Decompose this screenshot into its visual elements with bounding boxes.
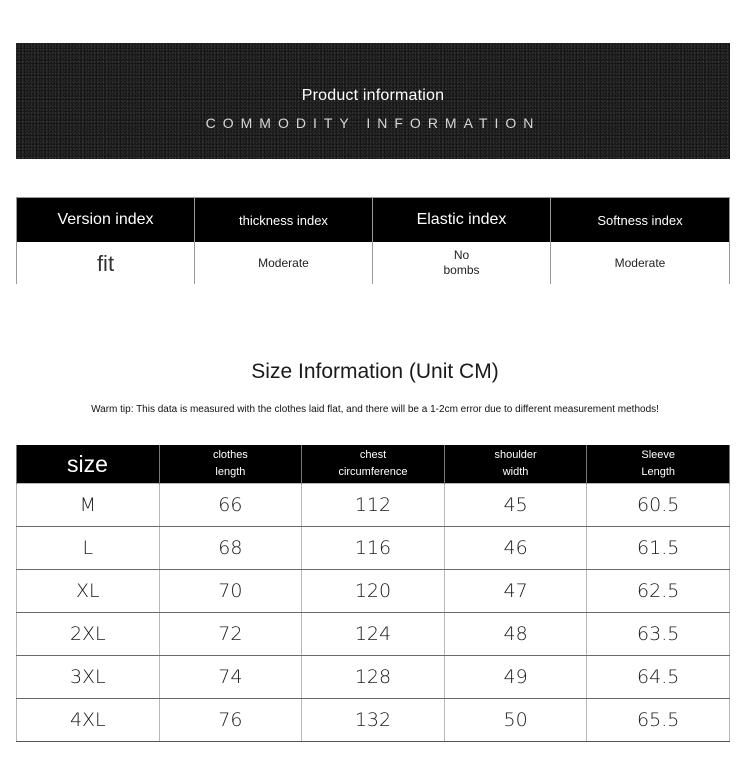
cell-clothes-length: 66 bbox=[159, 484, 302, 527]
cell-size: L bbox=[17, 527, 160, 570]
cell-shoulder: 46 bbox=[444, 527, 587, 570]
banner-title: Product information bbox=[301, 87, 445, 104]
cell-sleeve: 65.5 bbox=[587, 699, 730, 742]
table-row bbox=[17, 613, 730, 656]
cell-chest: 116 bbox=[302, 527, 445, 570]
size-header-sleeve: Sleeve Length bbox=[587, 445, 730, 484]
cell-sleeve: 60.5 bbox=[587, 484, 730, 527]
cell-size: 4XL bbox=[17, 699, 160, 742]
cell-shoulder: 49 bbox=[444, 656, 587, 699]
index-value-version: fit bbox=[17, 242, 195, 284]
index-header-softness: Softness index bbox=[551, 198, 729, 242]
cell-shoulder: 47 bbox=[444, 570, 587, 613]
cell-clothes-length: 76 bbox=[159, 699, 302, 742]
cell-clothes-length: 70 bbox=[159, 570, 302, 613]
size-table-header-row bbox=[17, 445, 730, 484]
cell-clothes-length: 68 bbox=[159, 527, 302, 570]
table-row bbox=[17, 699, 730, 742]
table-row bbox=[17, 570, 730, 613]
cell-shoulder: 50 bbox=[444, 699, 587, 742]
size-header-shoulder: shoulder width bbox=[444, 445, 587, 484]
index-value-elastic: No bombs bbox=[373, 242, 551, 284]
cell-size: M bbox=[17, 484, 160, 527]
cell-shoulder: 48 bbox=[444, 613, 587, 656]
cell-chest: 132 bbox=[302, 699, 445, 742]
table-row bbox=[17, 484, 730, 527]
banner-subtitle: COMMODITY INFORMATION bbox=[205, 115, 541, 131]
cell-shoulder: 45 bbox=[444, 484, 587, 527]
index-value-softness: Moderate bbox=[551, 242, 729, 284]
size-info-title: Size Information (Unit CM) bbox=[251, 360, 499, 383]
cell-size: XL bbox=[17, 570, 160, 613]
cell-sleeve: 61.5 bbox=[587, 527, 730, 570]
warm-tip-text: Warm tip: This data is measured with the clothes laid flat, and there will be a 1-2cm error due to different measurement methods! bbox=[91, 404, 659, 415]
cell-chest: 120 bbox=[302, 570, 445, 613]
cell-sleeve: 62.5 bbox=[587, 570, 730, 613]
size-table bbox=[16, 445, 730, 742]
index-value-thickness: Moderate bbox=[195, 242, 373, 284]
cell-clothes-length: 72 bbox=[159, 613, 302, 656]
table-row bbox=[17, 527, 730, 570]
size-header-size: size bbox=[17, 445, 160, 484]
cell-sleeve: 64.5 bbox=[587, 656, 730, 699]
index-header-version: Version index bbox=[17, 198, 195, 242]
index-header-thickness: thickness index bbox=[195, 198, 373, 242]
size-header-chest: chest circumference bbox=[302, 445, 445, 484]
product-info-banner bbox=[16, 43, 730, 159]
cell-size: 3XL bbox=[17, 656, 160, 699]
cell-size: 2XL bbox=[17, 613, 160, 656]
size-header-clothes-length: clothes length bbox=[159, 445, 302, 484]
cell-chest: 128 bbox=[302, 656, 445, 699]
cell-sleeve: 63.5 bbox=[587, 613, 730, 656]
cell-clothes-length: 74 bbox=[159, 656, 302, 699]
table-row bbox=[17, 656, 730, 699]
product-index-table bbox=[16, 197, 730, 284]
cell-chest: 124 bbox=[302, 613, 445, 656]
cell-chest: 112 bbox=[302, 484, 445, 527]
index-header-elastic: Elastic index bbox=[373, 198, 551, 242]
